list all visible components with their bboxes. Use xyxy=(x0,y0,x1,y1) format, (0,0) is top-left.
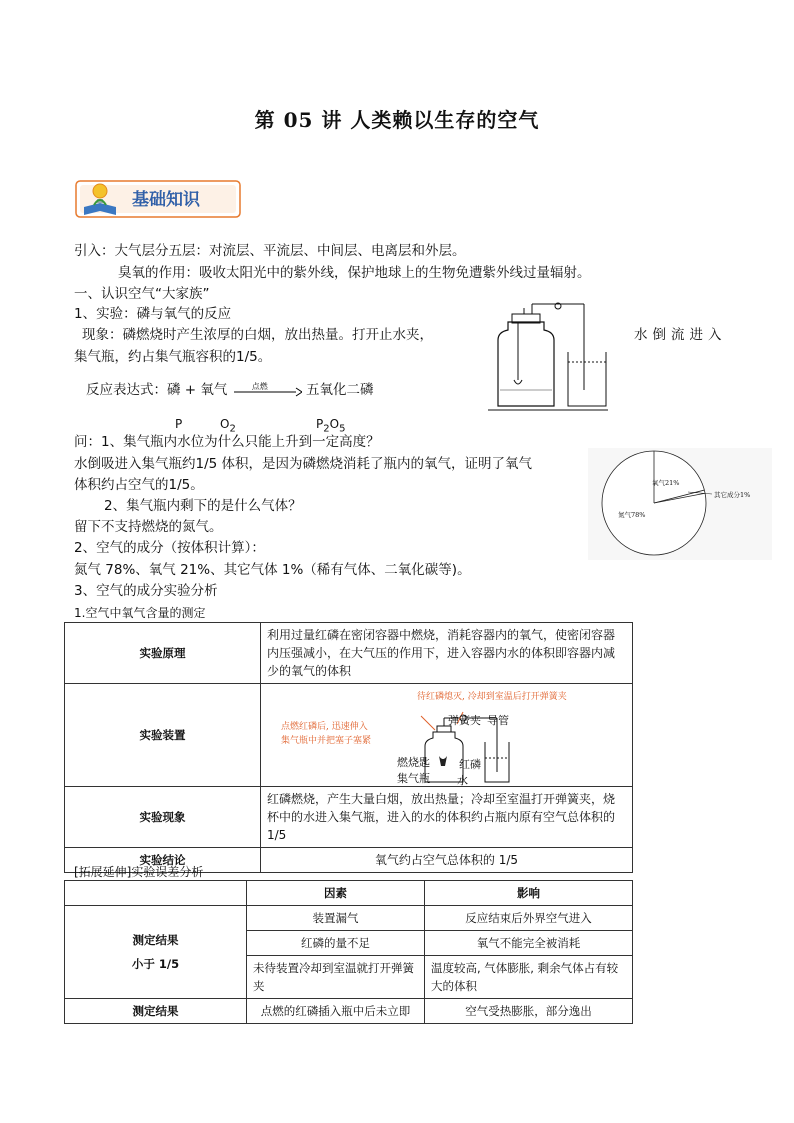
formula-o2: $O_2$ xyxy=(220,417,236,435)
page-title: 第 05 讲 人类赖以生存的空气 xyxy=(254,108,540,132)
group-label-more: 测定结果 xyxy=(65,999,247,1024)
heading-1-2: 2、空气的成分（按体积计算）： xyxy=(74,540,265,556)
answer-1a: 水倒吸进入集气瓶约1/5 体积，是因为磷燃烧消耗了瓶内的氧气，证明了氧气 xyxy=(74,456,533,472)
pie-label-other: 其它成分1% xyxy=(714,491,751,499)
section-badge-label: 基础知识 xyxy=(132,190,200,210)
label-tube: 导管 xyxy=(487,714,509,727)
row-value: 利用过量红磷在密闭容器中燃烧，消耗容器内的氧气，使密闭容器内压强减小，在大气压的作用下，进入容器内水的体积即容器内减少的氧气的体积 xyxy=(261,623,633,684)
reaction-product: 五氧化二磷 xyxy=(306,382,374,398)
label-bottle: 集气瓶 xyxy=(397,772,430,785)
label-spoon: 燃烧匙 xyxy=(397,756,430,769)
ozone-line: 臭氧的作用：吸收太阳光中的紫外线，保护地球上的生物免遭紫外线过量辐射。 xyxy=(118,265,591,281)
phenomenon-line-b: 水倒流进入 xyxy=(634,327,727,343)
phenomenon-line-c: 集气瓶，约占集气瓶容积的1/5。 xyxy=(74,349,272,365)
label-phosphorus: 红磷 xyxy=(459,758,481,771)
error-analysis-table xyxy=(64,880,633,1024)
label-water: 水 xyxy=(457,774,468,787)
pie-label-nitrogen: 氮气78% xyxy=(618,511,646,519)
reaction-label: 反应表达式：磷 + 氧气 xyxy=(86,382,228,398)
intro-line: 引入：大气层分五层：对流层、平流层、中间层、电离层和外层。 xyxy=(74,243,466,259)
air-composition-pie xyxy=(588,448,772,560)
question-2: 2、集气瓶内剩下的是什么气体？ xyxy=(104,498,302,514)
factor-cell: 红磷的量不足 xyxy=(247,931,425,956)
header-cell-empty xyxy=(65,881,247,906)
header-cell-effect: 影响 xyxy=(425,881,633,906)
row-label: 实验装置 xyxy=(65,684,261,787)
effect-cell: 反应结束后外界空气进入 xyxy=(425,906,633,931)
row-value: 红磷燃烧，产生大量白烟，放出热量；冷却至室温打开弹簧夹，烧杯中的水进入集气瓶，进入的水的体积约占瓶内原有空气总体积的 1/5 xyxy=(261,787,633,848)
header-cell-factor: 因素 xyxy=(247,881,425,906)
answer-2: 留下不支持燃烧的氮气。 xyxy=(74,519,223,535)
row-label: 实验结论 xyxy=(65,848,261,873)
reaction-expression xyxy=(86,380,374,400)
effect-cell: 温度较高, 气体膨胀, 剩余气体占有较大的体积 xyxy=(425,956,633,999)
factor-cell: 未待装置冷却到室温就打开弹簧夹 xyxy=(247,956,425,999)
effect-cell: 氧气不能完全被消耗 xyxy=(425,931,633,956)
question-1: 问：1、集气瓶内水位为什么只能上升到一定高度？ xyxy=(74,434,380,450)
apparatus-note-left-2: 集气瓶中并把塞子塞紧 xyxy=(281,736,372,746)
formula-p: P xyxy=(175,417,183,431)
answer-1b: 体积约占空气的1/5。 xyxy=(74,477,204,493)
table-row xyxy=(65,906,633,931)
heading-1: 一、认识空气“大家族” xyxy=(74,286,210,302)
subheading-oxygen-measure: 1.空气中氧气含量的测定 xyxy=(74,606,206,620)
pie-svg xyxy=(588,448,772,560)
table-row xyxy=(65,684,633,787)
effect-cell: 空气受热膨胀，部分逸出 xyxy=(425,999,633,1024)
table-row xyxy=(65,787,633,848)
group-label-less: 测定结果 小于 1/5 xyxy=(65,906,247,999)
factor-cell: 点燃的红磷插入瓶中后未立即 xyxy=(247,999,425,1024)
table-row xyxy=(65,999,633,1024)
label-spring-clip: 弹簧夹 xyxy=(448,714,481,727)
row-value: 氧气约占空气总体积的 1/5 xyxy=(261,848,633,873)
composition-line: 氮气 78%、氧气 21%、其它气体 1%（稀有气体、二氧化碳等)。 xyxy=(74,562,471,578)
table-row xyxy=(65,623,633,684)
pie-label-oxygen: 氧气21% xyxy=(652,479,680,487)
oxygen-measure-table xyxy=(64,622,633,873)
apparatus-note-top: 待红磷熄灭, 冷却到室温后打开弹簧夹 xyxy=(417,692,567,702)
formula-p2o5: $P_2O_5$ xyxy=(316,417,346,435)
phosphorus-apparatus-figure xyxy=(488,300,608,412)
reaction-arrow xyxy=(232,383,302,397)
apparatus-cell xyxy=(261,684,633,787)
extension-heading: [拓展延伸]实验误差分析 xyxy=(74,865,204,879)
apparatus-note-left-1: 点燃红磷后, 迅速伸入 xyxy=(281,722,368,732)
row-label: 实验现象 xyxy=(65,787,261,848)
apparatus-diagram xyxy=(261,684,621,786)
factor-cell: 装置漏气 xyxy=(247,906,425,931)
section-banner xyxy=(74,177,244,221)
table-header-row xyxy=(65,881,633,906)
phenomenon-line-a: 现象：磷燃烧时产生浓厚的白烟，放出热量。打开止水夹， xyxy=(82,327,433,343)
reaction-condition: 点燃 xyxy=(251,382,268,391)
heading-1-1: 1、实验：磷与氧气的反应 xyxy=(74,306,232,322)
heading-1-3: 3、空气的成分实验分析 xyxy=(74,583,218,599)
row-label: 实验原理 xyxy=(65,623,261,684)
